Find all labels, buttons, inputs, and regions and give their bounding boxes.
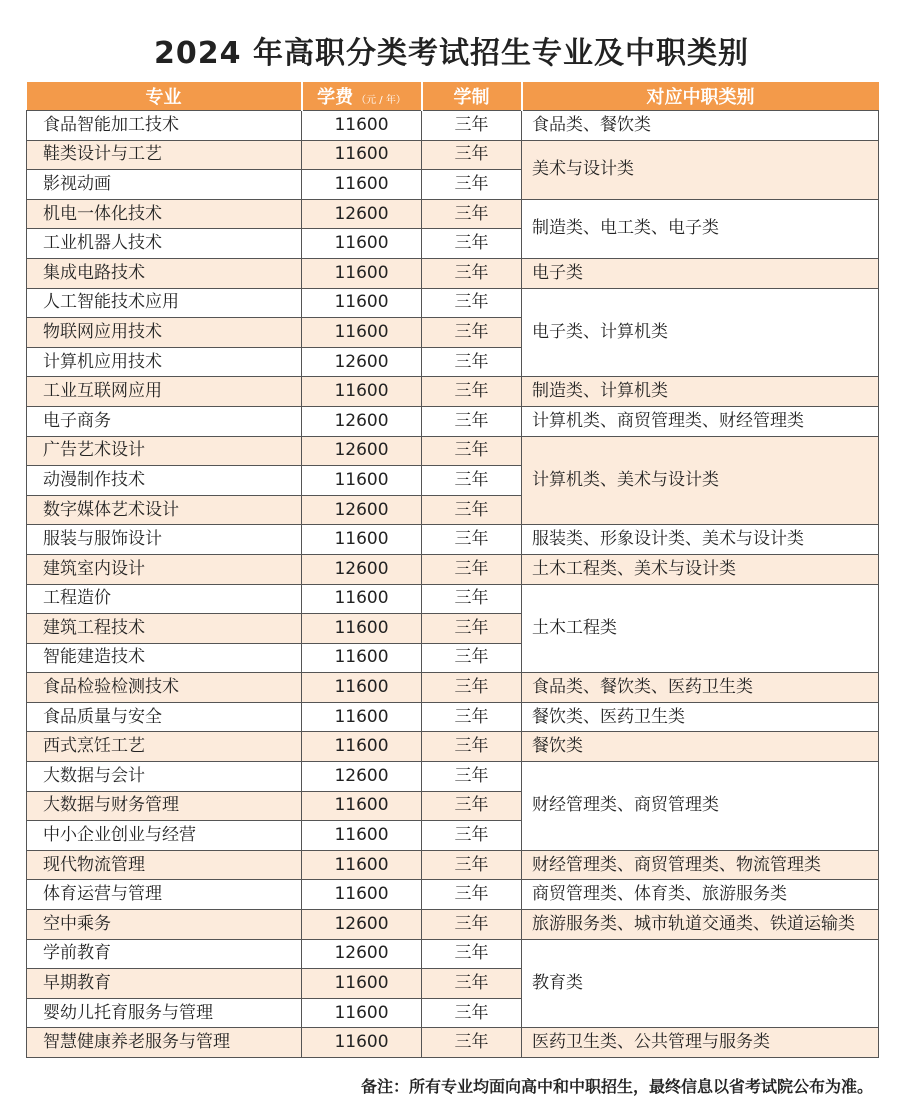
fee-cell: 11600 <box>302 614 422 644</box>
fee-cell: 11600 <box>302 466 422 496</box>
header-duration: 学制 <box>422 82 522 111</box>
category-cell: 服装类、形象设计类、美术与设计类 <box>522 525 879 555</box>
fee-cell: 12600 <box>302 939 422 969</box>
major-cell: 大数据与财务管理 <box>27 791 302 821</box>
category-cell: 计算机类、美术与设计类 <box>522 436 879 525</box>
major-cell: 广告艺术设计 <box>27 436 302 466</box>
fee-cell: 11600 <box>302 584 422 614</box>
duration-cell: 三年 <box>422 732 522 762</box>
admissions-table <box>26 82 879 1058</box>
major-cell: 婴幼儿托育服务与管理 <box>27 998 302 1028</box>
fee-cell: 11600 <box>302 791 422 821</box>
duration-cell: 三年 <box>422 436 522 466</box>
fee-cell: 11600 <box>302 377 422 407</box>
duration-cell: 三年 <box>422 199 522 229</box>
duration-cell: 三年 <box>422 347 522 377</box>
duration-cell: 三年 <box>422 170 522 200</box>
fee-cell: 11600 <box>302 969 422 999</box>
fee-cell: 11600 <box>302 998 422 1028</box>
table-row <box>27 1028 879 1058</box>
duration-cell: 三年 <box>422 762 522 792</box>
fee-cell: 12600 <box>302 910 422 940</box>
duration-cell: 三年 <box>422 643 522 673</box>
table-row <box>27 702 879 732</box>
major-cell: 食品智能加工技术 <box>27 111 302 141</box>
major-cell: 集成电路技术 <box>27 258 302 288</box>
duration-cell: 三年 <box>422 584 522 614</box>
fee-cell: 11600 <box>302 821 422 851</box>
major-cell: 动漫制作技术 <box>27 466 302 496</box>
duration-cell: 三年 <box>422 229 522 259</box>
fee-cell: 11600 <box>302 1028 422 1058</box>
category-cell: 制造类、计算机类 <box>522 377 879 407</box>
header-fee-label: 学费 <box>317 87 354 108</box>
table-row <box>27 673 879 703</box>
major-cell: 服装与服饰设计 <box>27 525 302 555</box>
table-row <box>27 584 879 614</box>
major-cell: 鞋类设计与工艺 <box>27 140 302 170</box>
footnote: 备注：所有专业均面向高中和中职招生，最终信息以省考试院公布为准。 <box>360 1077 873 1096</box>
header-category: 对应中职类别 <box>522 82 879 111</box>
fee-cell: 11600 <box>302 288 422 318</box>
major-cell: 计算机应用技术 <box>27 347 302 377</box>
fee-cell: 11600 <box>302 732 422 762</box>
category-cell: 餐饮类、医药卫生类 <box>522 702 879 732</box>
duration-cell: 三年 <box>422 318 522 348</box>
fee-cell: 12600 <box>302 495 422 525</box>
major-cell: 大数据与会计 <box>27 762 302 792</box>
category-cell: 电子类 <box>522 258 879 288</box>
major-cell: 机电一体化技术 <box>27 199 302 229</box>
header-major: 专业 <box>27 82 302 111</box>
fee-cell: 11600 <box>302 673 422 703</box>
duration-cell: 三年 <box>422 880 522 910</box>
table-row <box>27 288 879 318</box>
major-cell: 智能建造技术 <box>27 643 302 673</box>
fee-cell: 12600 <box>302 347 422 377</box>
duration-cell: 三年 <box>422 525 522 555</box>
fee-cell: 11600 <box>302 880 422 910</box>
category-cell: 商贸管理类、体育类、旅游服务类 <box>522 880 879 910</box>
table-body <box>27 111 879 1058</box>
fee-cell: 12600 <box>302 436 422 466</box>
category-cell: 旅游服务类、城市轨道交通类、铁道运输类 <box>522 910 879 940</box>
fee-cell: 12600 <box>302 554 422 584</box>
header-fee <box>302 82 422 111</box>
major-cell: 空中乘务 <box>27 910 302 940</box>
fee-cell: 11600 <box>302 643 422 673</box>
duration-cell: 三年 <box>422 111 522 141</box>
duration-cell: 三年 <box>422 850 522 880</box>
duration-cell: 三年 <box>422 495 522 525</box>
table-row <box>27 199 879 229</box>
duration-cell: 三年 <box>422 702 522 732</box>
major-cell: 智慧健康养老服务与管理 <box>27 1028 302 1058</box>
major-cell: 现代物流管理 <box>27 850 302 880</box>
fee-cell: 11600 <box>302 850 422 880</box>
major-cell: 建筑室内设计 <box>27 554 302 584</box>
major-cell: 工程造价 <box>27 584 302 614</box>
major-cell: 工业机器人技术 <box>27 229 302 259</box>
major-cell: 工业互联网应用 <box>27 377 302 407</box>
fee-cell: 11600 <box>302 525 422 555</box>
category-cell: 电子类、计算机类 <box>522 288 879 377</box>
category-cell: 食品类、餐饮类 <box>522 111 879 141</box>
major-cell: 体育运营与管理 <box>27 880 302 910</box>
duration-cell: 三年 <box>422 910 522 940</box>
category-cell: 财经管理类、商贸管理类 <box>522 762 879 851</box>
duration-cell: 三年 <box>422 140 522 170</box>
category-cell: 计算机类、商贸管理类、财经管理类 <box>522 406 879 436</box>
fee-cell: 12600 <box>302 762 422 792</box>
table-row <box>27 732 879 762</box>
fee-cell: 11600 <box>302 702 422 732</box>
fee-cell: 11600 <box>302 229 422 259</box>
table-row <box>27 939 879 969</box>
category-cell: 土木工程类、美术与设计类 <box>522 554 879 584</box>
fee-cell: 11600 <box>302 170 422 200</box>
category-cell: 餐饮类 <box>522 732 879 762</box>
table-row <box>27 880 879 910</box>
duration-cell: 三年 <box>422 969 522 999</box>
category-cell: 医药卫生类、公共管理与服务类 <box>522 1028 879 1058</box>
duration-cell: 三年 <box>422 1028 522 1058</box>
major-cell: 食品质量与安全 <box>27 702 302 732</box>
category-cell: 土木工程类 <box>522 584 879 673</box>
duration-cell: 三年 <box>422 939 522 969</box>
major-cell: 数字媒体艺术设计 <box>27 495 302 525</box>
duration-cell: 三年 <box>422 821 522 851</box>
major-cell: 电子商务 <box>27 406 302 436</box>
category-cell: 财经管理类、商贸管理类、物流管理类 <box>522 850 879 880</box>
fee-cell: 12600 <box>302 406 422 436</box>
major-cell: 食品检验检测技术 <box>27 673 302 703</box>
category-cell: 制造类、电工类、电子类 <box>522 199 879 258</box>
duration-cell: 三年 <box>422 377 522 407</box>
table-row <box>27 140 879 170</box>
duration-cell: 三年 <box>422 406 522 436</box>
table-header-row <box>27 82 879 111</box>
table-row <box>27 910 879 940</box>
table-row <box>27 525 879 555</box>
table-row <box>27 554 879 584</box>
major-cell: 物联网应用技术 <box>27 318 302 348</box>
major-cell: 西式烹饪工艺 <box>27 732 302 762</box>
duration-cell: 三年 <box>422 673 522 703</box>
table-row <box>27 436 879 466</box>
fee-cell: 11600 <box>302 111 422 141</box>
table-row <box>27 111 879 141</box>
header-fee-unit: （元 / 年） <box>356 95 406 106</box>
duration-cell: 三年 <box>422 791 522 821</box>
duration-cell: 三年 <box>422 614 522 644</box>
table-row <box>27 406 879 436</box>
fee-cell: 11600 <box>302 318 422 348</box>
fee-cell: 11600 <box>302 140 422 170</box>
table-row <box>27 850 879 880</box>
category-cell: 食品类、餐饮类、医药卫生类 <box>522 673 879 703</box>
table-row <box>27 258 879 288</box>
table-row <box>27 377 879 407</box>
major-cell: 影视动画 <box>27 170 302 200</box>
major-cell: 建筑工程技术 <box>27 614 302 644</box>
category-cell: 教育类 <box>522 939 879 1028</box>
fee-cell: 12600 <box>302 199 422 229</box>
category-cell: 美术与设计类 <box>522 140 879 199</box>
major-cell: 中小企业创业与经营 <box>27 821 302 851</box>
duration-cell: 三年 <box>422 288 522 318</box>
page-title: 2024 年高职分类考试招生专业及中职类别 <box>154 36 749 71</box>
major-cell: 人工智能技术应用 <box>27 288 302 318</box>
duration-cell: 三年 <box>422 998 522 1028</box>
fee-cell: 11600 <box>302 258 422 288</box>
duration-cell: 三年 <box>422 258 522 288</box>
major-cell: 学前教育 <box>27 939 302 969</box>
duration-cell: 三年 <box>422 466 522 496</box>
duration-cell: 三年 <box>422 554 522 584</box>
major-cell: 早期教育 <box>27 969 302 999</box>
table-row <box>27 762 879 792</box>
